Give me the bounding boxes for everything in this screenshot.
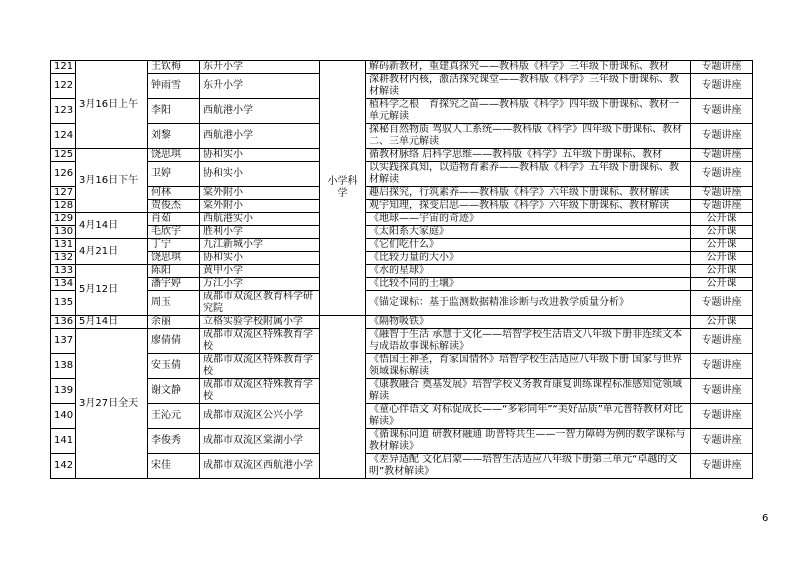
table-row [51, 354, 753, 379]
type-cell: 公开课 [691, 239, 753, 252]
school-name: 棠外附小 [200, 200, 320, 213]
type-cell: 公开课 [691, 265, 753, 278]
topic-cell: 《锚定课标：基于监测数据精准诊断与改进教学质量分析》 [366, 291, 691, 316]
topic-cell: 趣启探究，行筑素养——教科版《科学》六年级下册课标、教材解读 [366, 187, 691, 200]
school-name: 成都市双流区西航港小学 [200, 454, 320, 479]
school-name: 西航港小学 [200, 99, 320, 124]
teacher-name: 王钦梅 [148, 61, 200, 74]
row-number: 127 [51, 187, 76, 200]
table-row [51, 404, 753, 429]
topic-cell: 植科学之根 育探究之苗——教科版《科学》四年级下册课标、教材一单元解读 [366, 99, 691, 124]
teacher-name: 李阳 [148, 99, 200, 124]
date-cell: 5月12日 [76, 265, 148, 316]
table-row [51, 329, 753, 354]
type-cell: 专题讲座 [691, 124, 753, 149]
date-cell: 3月27日全天 [76, 329, 148, 479]
row-number: 124 [51, 124, 76, 149]
school-name: 九江新城小学 [200, 239, 320, 252]
schedule-table [50, 60, 753, 479]
teacher-name: 谢文静 [148, 379, 200, 404]
school-name: 东升小学 [200, 74, 320, 99]
table-row [51, 265, 753, 278]
school-name: 西航港实小 [200, 213, 320, 226]
row-number: 142 [51, 454, 76, 479]
teacher-name: 周玉 [148, 291, 200, 316]
row-number: 121 [51, 61, 76, 74]
teacher-name: 王沁元 [148, 404, 200, 429]
page-number: 6 [762, 513, 769, 524]
row-number: 122 [51, 74, 76, 99]
teacher-name: 刘黎 [148, 124, 200, 149]
table-row [51, 454, 753, 479]
table-row [51, 379, 753, 404]
teacher-name: 何林 [148, 187, 200, 200]
row-number: 130 [51, 226, 76, 239]
table-row [51, 99, 753, 124]
type-cell: 公开课 [691, 213, 753, 226]
school-name: 万江小学 [200, 278, 320, 291]
type-cell: 专题讲座 [691, 329, 753, 354]
teacher-name: 贺俊杰 [148, 200, 200, 213]
row-number: 139 [51, 379, 76, 404]
topic-cell: 《童心伴语文 对标促成长——“多彩同年”“美好品质”单元普特教材对比解读》 [366, 404, 691, 429]
row-number: 140 [51, 404, 76, 429]
teacher-name: 丁宁 [148, 239, 200, 252]
table-row [51, 291, 753, 316]
teacher-name: 饶思琪 [148, 252, 200, 265]
teacher-name: 钟雨雪 [148, 74, 200, 99]
row-number: 129 [51, 213, 76, 226]
school-name: 成都市双流区特殊教育学校 [200, 329, 320, 354]
row-number: 138 [51, 354, 76, 379]
table-row [51, 200, 753, 213]
date-cell: 3月16日下午 [76, 149, 148, 213]
topic-cell: 《悟国土神圣，育家国情怀》培智学校生活适应八年级下册 国家与世界领域课标解读 [366, 354, 691, 379]
school-name: 西航港小学 [200, 124, 320, 149]
row-number: 135 [51, 291, 76, 316]
type-cell: 公开课 [691, 278, 753, 291]
school-name: 成都市双流区教育科学研究院 [200, 291, 320, 316]
topic-cell: 解码新教材，重建真探究——教科版《科学》三年级下册课标、教材 [366, 61, 691, 74]
teacher-name: 李俊秀 [148, 429, 200, 454]
topic-cell: 《地球——宇宙的奇迹》 [366, 213, 691, 226]
type-cell: 公开课 [691, 252, 753, 265]
school-name: 协和实小 [200, 252, 320, 265]
topic-cell: 《融智于生活 承慧于文化——培智学校生活语文八年级下册非连续文本与成语故事课标解读》 [366, 329, 691, 354]
teacher-name: 余丽 [148, 316, 200, 329]
type-cell: 专题讲座 [691, 187, 753, 200]
school-name: 棠外附小 [200, 187, 320, 200]
topic-cell: 《隔物吸铁》 [366, 316, 691, 329]
type-cell: 专题讲座 [691, 404, 753, 429]
topic-cell: 《比较力量的大小》 [366, 252, 691, 265]
date-cell: 4月14日 [76, 213, 148, 239]
topic-cell: 以实践探真知，以造物育素养——教科版《科学》五年级下册课标、教材解读 [366, 162, 691, 187]
topic-cell: 探秘自然物质 驾驭人工系统——教科版《科学》四年级下册课标、教材二、三单元解读 [366, 124, 691, 149]
table-row [51, 74, 753, 99]
table-row [51, 316, 753, 329]
topic-cell: 观宇知理，探变启思——教科版《科学》六年级下册课标、教材解读 [366, 200, 691, 213]
school-name: 黄甲小学 [200, 265, 320, 278]
school-name: 协和实小 [200, 162, 320, 187]
school-name: 协和实小 [200, 149, 320, 162]
row-number: 125 [51, 149, 76, 162]
table-row [51, 61, 753, 74]
date-cell: 3月16日上午 [76, 61, 148, 149]
table-row [51, 429, 753, 454]
school-name: 成都市双流区棠湖小学 [200, 429, 320, 454]
row-number: 137 [51, 329, 76, 354]
type-cell: 专题讲座 [691, 291, 753, 316]
subject-cell-empty [320, 316, 366, 479]
type-cell: 公开课 [691, 316, 753, 329]
type-cell: 专题讲座 [691, 429, 753, 454]
type-cell: 专题讲座 [691, 200, 753, 213]
school-name: 成都市双流区特殊教育学校 [200, 354, 320, 379]
teacher-name: 肖茹 [148, 213, 200, 226]
topic-cell: 《差异适配 文化启蒙——培智生活适应八年级下册第三单元“卓越的文明”教材解读》 [366, 454, 691, 479]
row-number: 132 [51, 252, 76, 265]
teacher-name: 毛欣宇 [148, 226, 200, 239]
topic-cell: 循教材脉络 启科学思维——教科版《科学》五年级下册课标、教材 [366, 149, 691, 162]
type-cell: 公开课 [691, 226, 753, 239]
row-number: 134 [51, 278, 76, 291]
teacher-name: 陈阳 [148, 265, 200, 278]
type-cell: 专题讲座 [691, 99, 753, 124]
table-row [51, 252, 753, 265]
row-number: 136 [51, 316, 76, 329]
topic-cell: 《太阳系大家庭》 [366, 226, 691, 239]
school-name: 立格实验学校附属小学 [200, 316, 320, 329]
type-cell: 专题讲座 [691, 149, 753, 162]
topic-cell: 《它们吃什么》 [366, 239, 691, 252]
topic-cell: 《比较不同的土壤》 [366, 278, 691, 291]
table-row [51, 278, 753, 291]
school-name: 东升小学 [200, 61, 320, 74]
teacher-name: 饶思琪 [148, 149, 200, 162]
table-row [51, 124, 753, 149]
table-row [51, 162, 753, 187]
school-name: 成都市双流区公兴小学 [200, 404, 320, 429]
teacher-name: 潘宇婷 [148, 278, 200, 291]
table-row [51, 226, 753, 239]
row-number: 128 [51, 200, 76, 213]
row-number: 123 [51, 99, 76, 124]
type-cell: 专题讲座 [691, 74, 753, 99]
date-cell: 5月14日 [76, 316, 148, 329]
type-cell: 专题讲座 [691, 162, 753, 187]
school-name: 胜利小学 [200, 226, 320, 239]
row-number: 126 [51, 162, 76, 187]
table-row [51, 239, 753, 252]
teacher-name: 安玉倩 [148, 354, 200, 379]
type-cell: 专题讲座 [691, 61, 753, 74]
teacher-name: 卫婷 [148, 162, 200, 187]
date-cell: 4月21日 [76, 239, 148, 265]
row-number: 141 [51, 429, 76, 454]
row-number: 131 [51, 239, 76, 252]
type-cell: 专题讲座 [691, 354, 753, 379]
subject-cell: 小学科学 [320, 61, 366, 316]
table-row [51, 187, 753, 200]
school-name: 成都市双流区特殊教育学校 [200, 379, 320, 404]
table-row [51, 213, 753, 226]
topic-cell: 《循课标问道 研教材融通 助普特共生——一智力障碍为例的数学课标与教材解读》 [366, 429, 691, 454]
teacher-name: 宋佳 [148, 454, 200, 479]
teacher-name: 廖倩倩 [148, 329, 200, 354]
table-row [51, 149, 753, 162]
row-number: 133 [51, 265, 76, 278]
topic-cell: 深耕教材内核，激活探究课堂——教科版《科学》三年级下册课标、教材解读 [366, 74, 691, 99]
topic-cell: 《康教融合 奠基发展》培智学校义务教育康复训练课程标准感知觉领域解读 [366, 379, 691, 404]
type-cell: 专题讲座 [691, 379, 753, 404]
type-cell: 专题讲座 [691, 454, 753, 479]
topic-cell: 《水的星球》 [366, 265, 691, 278]
